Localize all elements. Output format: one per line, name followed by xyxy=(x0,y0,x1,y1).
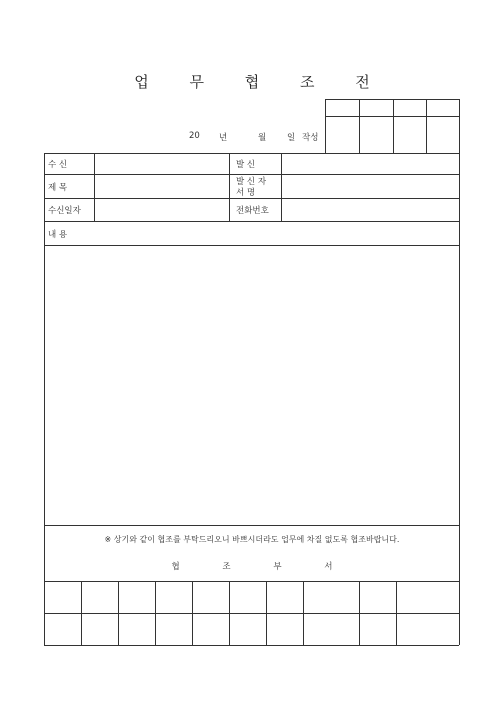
coop-dept-label: 협 조 부 서 xyxy=(171,562,353,572)
date-written: 작성 xyxy=(302,133,319,143)
subject-field[interactable] xyxy=(95,175,228,197)
date-day-unit: 일 xyxy=(287,133,296,143)
notice-text: ※ 상기와 같이 협조를 부탁드리오니 바쁘시더라도 업무에 차질 없도록 협조바랍니다. xyxy=(104,535,400,544)
received-date-label: 수신일자 xyxy=(48,206,81,216)
subject-label: 제 목 xyxy=(48,183,68,193)
sender-field[interactable] xyxy=(282,154,458,174)
document-title: 업 무 협 조 전 xyxy=(134,73,388,91)
recipient-label: 수 신 xyxy=(48,160,68,170)
date-year: 20 xyxy=(189,131,200,141)
sender-sign-label-2: 서 명 xyxy=(236,188,256,198)
sender-sign-field[interactable] xyxy=(282,175,458,197)
date-year-unit: 년 xyxy=(219,133,228,143)
date-month-unit: 월 xyxy=(258,133,267,143)
received-date-field[interactable] xyxy=(95,199,228,220)
sender-sign-label-1: 발 신 자 xyxy=(236,177,267,187)
content-label: 내 용 xyxy=(48,230,68,240)
phone-label: 전화번호 xyxy=(236,206,269,216)
phone-field[interactable] xyxy=(282,199,458,220)
content-field[interactable] xyxy=(45,246,458,524)
sender-label: 발 신 xyxy=(236,160,256,170)
recipient-field[interactable] xyxy=(95,154,228,174)
